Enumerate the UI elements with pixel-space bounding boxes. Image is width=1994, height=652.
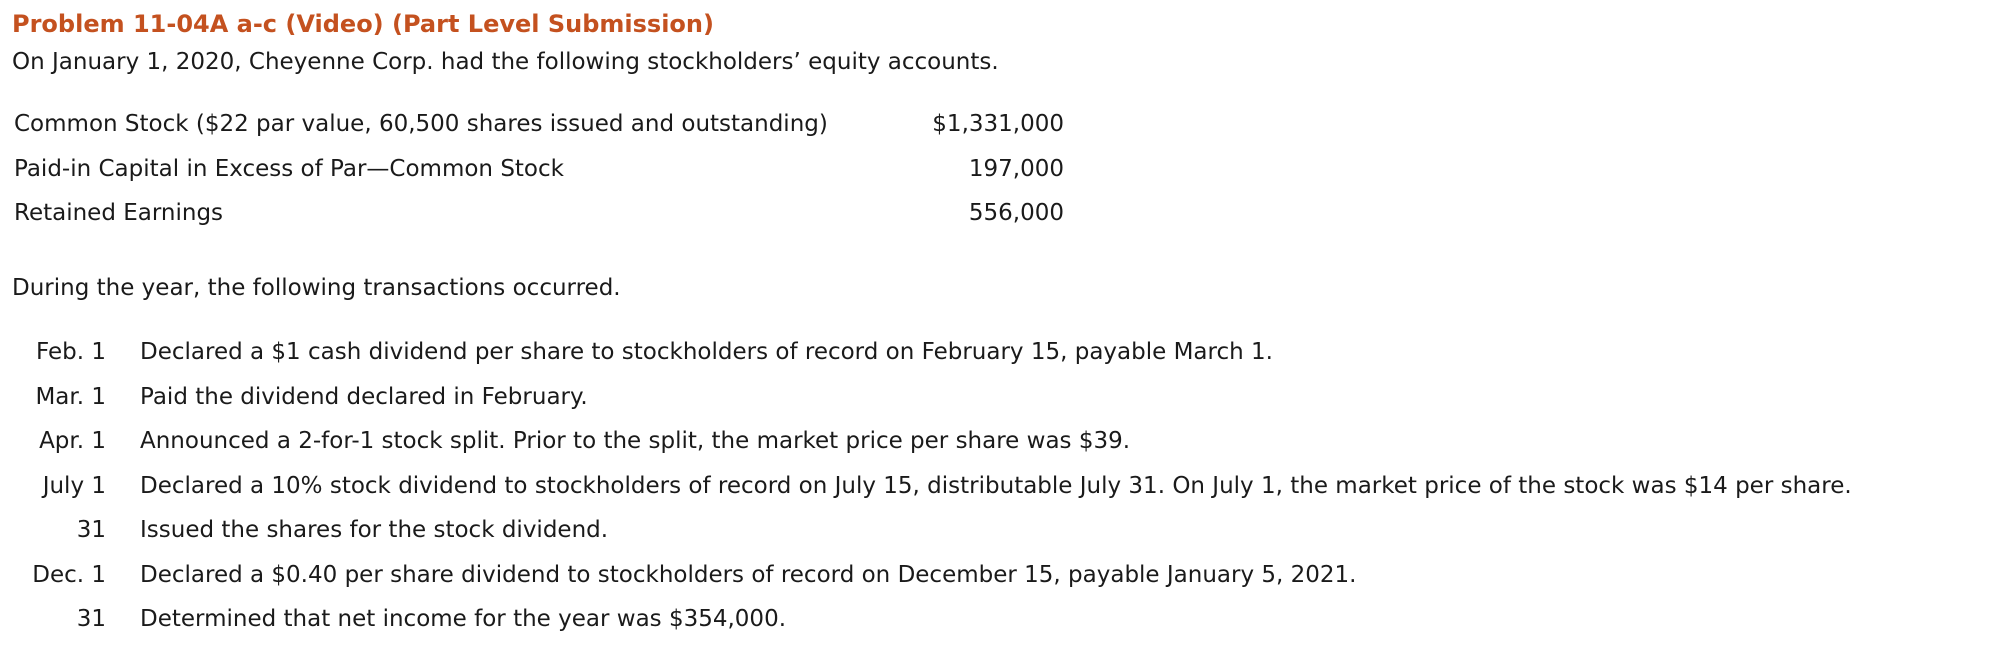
transaction-description: Paid the dividend declared in February.	[140, 383, 588, 410]
transaction-description: Announced a 2-for-1 stock split. Prior to the split, the market price per share was $39.	[140, 428, 1131, 454]
transaction-row	[0, 427, 1994, 472]
transaction-row	[0, 383, 1994, 428]
transaction-date: Dec. 1	[32, 561, 106, 588]
transaction-date: Feb. 1	[36, 339, 106, 365]
equity-accounts-table	[14, 110, 1064, 244]
transaction-date: 31	[76, 606, 106, 632]
transaction-row	[0, 516, 1994, 561]
transactions-intro: During the year, the following transactions occurred.	[12, 275, 621, 301]
transaction-row	[0, 338, 1994, 383]
transaction-date: Apr. 1	[39, 428, 106, 454]
transaction-description: Declared a 10% stock dividend to stockholders of record on July 15, distributable July 31. On July 1, the market price of the stock was $14 per share.	[140, 472, 1852, 499]
equity-label: Paid-in Capital in Excess of Par—Common Stock	[14, 155, 564, 182]
transaction-date: July 1	[42, 472, 106, 499]
transaction-description: Declared a $0.40 per share dividend to stockholders of record on December 15, payable January 5, 2021.	[140, 561, 1357, 588]
transaction-description: Issued the shares for the stock dividend.	[140, 517, 609, 543]
transaction-date: 31	[76, 517, 106, 543]
equity-amount: $1,331,000	[932, 111, 1064, 137]
transaction-date: Mar. 1	[35, 383, 106, 410]
problem-title: Problem 11-04A a-c (Video) (Part Level Submission)	[12, 10, 714, 38]
equity-label: Common Stock ($22 par value, 60,500 shares issued and outstanding)	[14, 111, 828, 137]
transaction-description: Determined that net income for the year was $354,000.	[140, 606, 787, 632]
transaction-row	[0, 472, 1994, 517]
intro-text: On January 1, 2020, Cheyenne Corp. had the following stockholders’ equity accounts.	[12, 49, 999, 75]
equity-label: Retained Earnings	[14, 200, 224, 226]
equity-row	[14, 199, 1064, 244]
equity-row	[14, 110, 1064, 155]
transactions-list	[0, 338, 1994, 650]
transaction-description: Declared a $1 cash dividend per share to stockholders of record on February 15, payable March 1.	[140, 339, 1273, 365]
equity-amount: 556,000	[968, 200, 1064, 226]
equity-row	[14, 155, 1064, 200]
transaction-row	[0, 605, 1994, 650]
equity-amount: 197,000	[968, 155, 1064, 182]
transaction-row	[0, 561, 1994, 606]
